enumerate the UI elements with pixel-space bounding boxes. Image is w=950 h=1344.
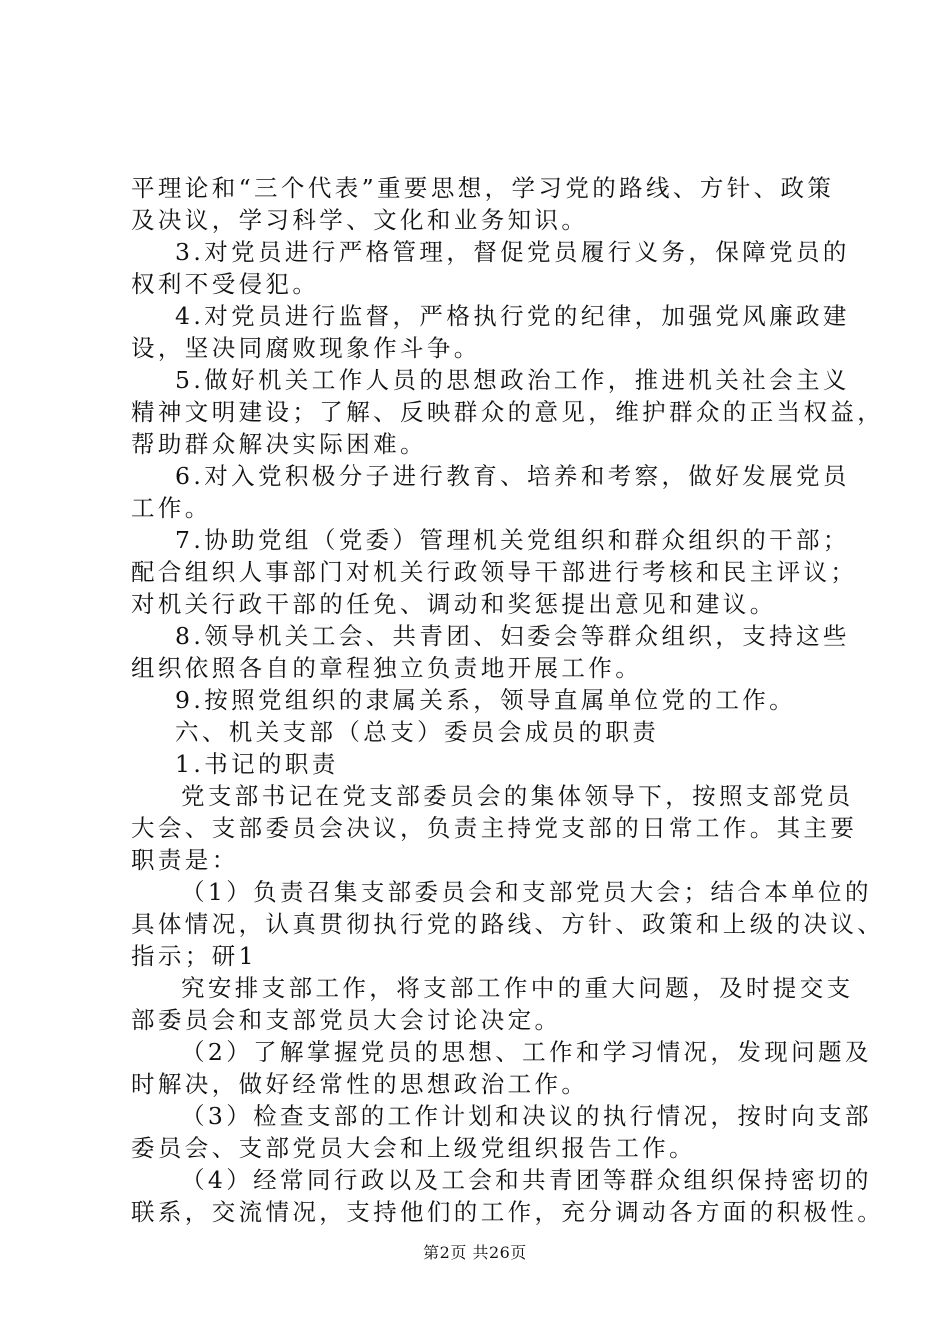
- text-line: 3.对党员进行严格管理，督促党员履行义务，保障党员的: [175, 238, 850, 266]
- text-line: 工作。: [131, 494, 212, 522]
- text-line: 9.按照党组织的隶属关系，领导直属单位党的工作。: [175, 686, 797, 714]
- text-line: 设，坚决同腐败现象作斗争。: [131, 334, 481, 362]
- text-line: 平理论和“三个代表”重要思想，学习党的路线、方针、政策: [131, 174, 835, 202]
- text-line: 党支部书记在党支部委员会的集体领导下，按照支部党员: [181, 782, 854, 810]
- text-line: 委员会、支部党员大会和上级党组织报告工作。: [131, 1134, 696, 1162]
- subsection-heading: 1.书记的职责: [175, 750, 339, 778]
- text-line: 及决议，学习科学、文化和业务知识。: [131, 206, 589, 234]
- text-line: 部委员会和支部党员大会讨论决定。: [131, 1006, 562, 1034]
- text-line: 7.协助党组（党委）管理机关党组织和群众组织的干部；: [175, 526, 850, 554]
- text-line: 职责是：: [131, 846, 239, 874]
- text-line: 精神文明建设；了解、反映群众的意见，维护群众的正当权益，: [131, 398, 885, 426]
- page-number-footer: 第2页 共26页: [423, 1243, 527, 1262]
- text-line: 6.对入党积极分子进行教育、培养和考察，做好发展党员: [175, 462, 850, 490]
- text-line: 帮助群众解决实际困难。: [131, 430, 427, 458]
- text-line: （1）负责召集支部委员会和支部党员大会；结合本单位的: [181, 878, 872, 906]
- text-line: 具体情况，认真贯彻执行党的路线、方针、政策和上级的决议、: [131, 910, 885, 938]
- text-line: 时解决，做好经常性的思想政治工作。: [131, 1070, 589, 1098]
- text-line: 对机关行政干部的任免、调动和奖惩提出意见和建议。: [131, 590, 777, 618]
- text-line: 5.做好机关工作人员的思想政治工作，推进机关社会主义: [175, 366, 850, 394]
- text-line: （4）经常同行政以及工会和共青团等群众组织保持密切的: [181, 1166, 872, 1194]
- document-body: [131, 172, 885, 1228]
- text-line: （3）检查支部的工作计划和决议的执行情况，按时向支部: [181, 1102, 872, 1130]
- text-line: 8.领导机关工会、共青团、妇委会等群众组织，支持这些: [175, 622, 850, 650]
- text-line: 4.对党员进行监督，严格执行党的纪律，加强党风廉政建: [175, 302, 850, 330]
- text-line: 权利不受侵犯。: [131, 270, 320, 298]
- text-line: 配合组织人事部门对机关行政领导干部进行考核和民主评议；: [131, 558, 858, 586]
- text-line: 究安排支部工作，将支部工作中的重大问题，及时提交支: [181, 974, 854, 1002]
- text-line: （2）了解掌握党员的思想、工作和学习情况，发现问题及: [181, 1038, 872, 1066]
- section-heading: 六、机关支部（总支）委员会成员的职责: [175, 718, 660, 746]
- text-line: 大会、支部委员会决议，负责主持党支部的日常工作。其主要: [131, 814, 858, 842]
- text-line: 联系，交流情况，支持他们的工作，充分调动各方面的积极性。: [131, 1198, 885, 1226]
- text-line: 组织依照各自的章程独立负责地开展工作。: [131, 654, 643, 682]
- text-line: 指示；研1: [131, 942, 257, 970]
